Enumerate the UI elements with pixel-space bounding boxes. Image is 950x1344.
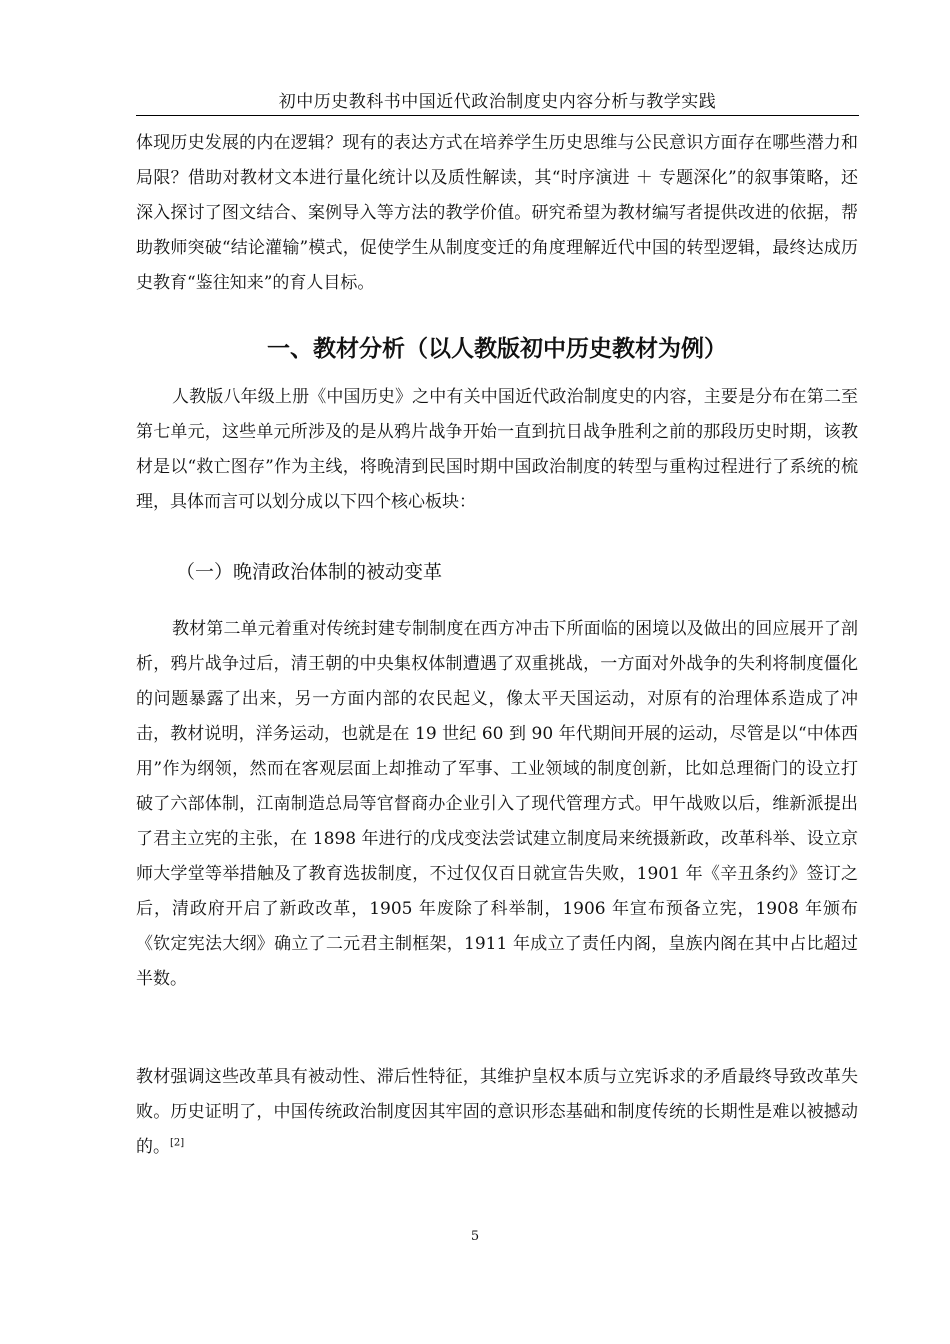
subsection-paragraph-2-text: 教材强调这些改革具有被动性、滞后性特征，其维护皇权本质与立宪诉求的矛盾最终导致改革失败。历史证明了，中国传统政治制度因其牢固的意识形态基础和制度传统的长期性是难以被撼动的。 <box>136 1067 858 1157</box>
intro-paragraph: 体现历史发展的内在逻辑？现有的表达方式在培养学生历史思维与公民意识方面存在哪些潜力和局限？借助对教材文本进行量化统计以及质性解读，其“时序演进 ＋ 专题深化”的叙事策略，还深入探讨了图文结合、案例导入等方法的教学价值。研究希望为教材编写者提供改进的依据，帮助教师突破“结论灌输”模式，促使学生从制度变迁的角度理解近代中国的转型逻辑，最终达成历史教育“鉴往知来”的育人目标。 <box>136 133 858 293</box>
running-header: 初中历史教科书中国近代政治制度史内容分析与教学实践 <box>278 92 717 112</box>
subsection-title: （一）晚清政治体制的被动变革 <box>176 561 443 583</box>
section-title: 一、教材分析（以人教版初中历史教材为例） <box>267 336 727 362</box>
subsection-paragraph-2 <box>136 1060 858 1165</box>
section-paragraph: 人教版八年级上册《中国历史》之中有关中国近代政治制度史的内容，主要是分布在第二至第七单元，这些单元所涉及的是从鸦片战争开始一直到抗日战争胜利之前的那段历史时期，该教材是以“救亡图存”作为主线，将晚清到民国时期中国政治制度的转型与重构过程进行了系统的梳理，具体而言可以划分成以下四个核心板块： <box>136 387 858 512</box>
subsection-paragraph-1: 教材第二单元着重对传统封建专制制度在西方冲击下所面临的困境以及做出的回应展开了剖析，鸦片战争过后，清王朝的中央集权体制遭遇了双重挑战，一方面对外战争的失利将制度僵化的问题暴露了出来，另一方面内部的农民起义，像太平天国运动，对原有的治理体系造成了冲击，教材说明，洋务运动，也就是在 19 世纪 60 到 90 年代期间开展的运动，尽管是以“中体西用”作为纲领，然而在客观层面上却推动了军事、工业领域的制度创新，比如总理衙门的设立打破了六部体制，江南制造总局等官督商办企业引入了现代管理方式。甲午战败以后，维新派提出了君主立宪的主张，在 1898 年进行的戊戌变法尝试建立制度局来统摄新政，改革科举、设立京师大学堂等举措触及了教育选拔制度，不过仅仅百日就宣告失败，1901 年《辛丑条约》签订之后，清政府开启了新政改革，1905 年废除了科举制，1906 年宣布预备立宪，1908 年颁布《钦定宪法大纲》确立了二元君主制框架，1911 年成立了责任内阁，皇族内阁在其中占比超过半数。 <box>136 619 858 989</box>
citation-marker: [2] <box>170 1137 185 1149</box>
header-rule <box>136 115 859 116</box>
page-number: 5 <box>470 1229 480 1244</box>
